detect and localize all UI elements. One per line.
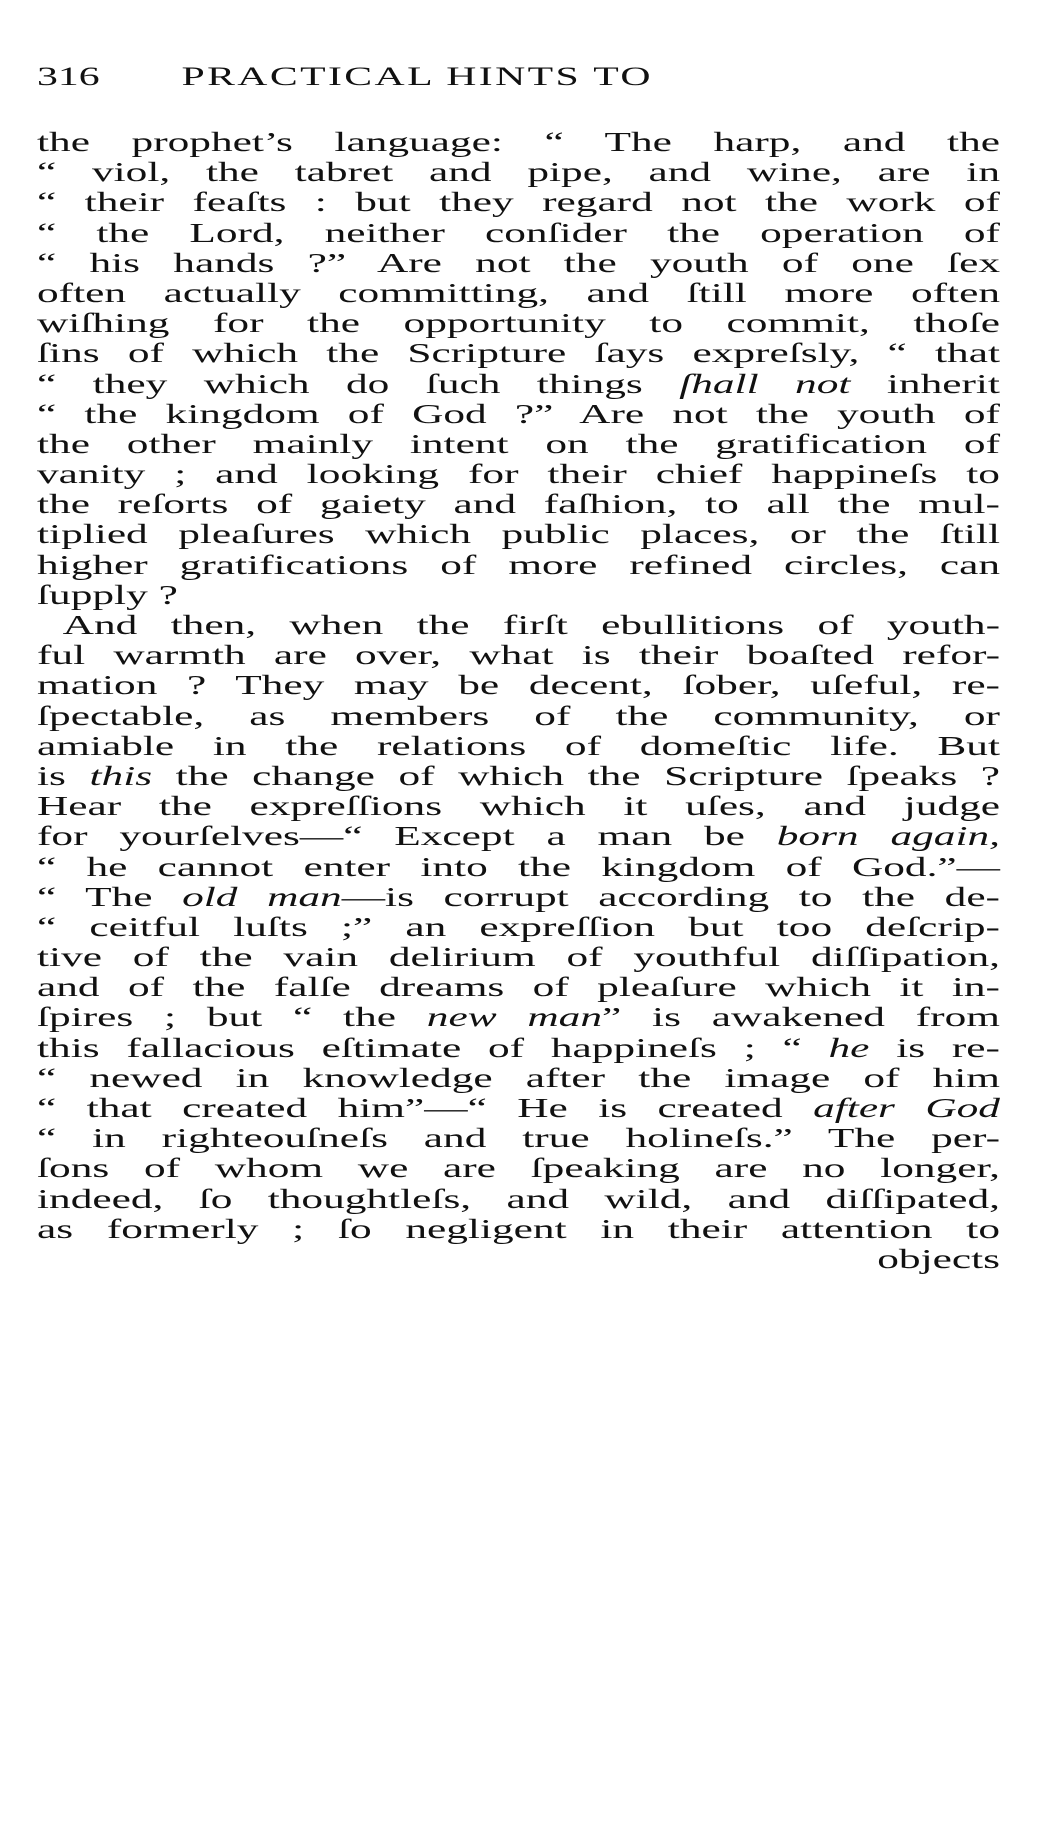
text-line <box>37 1184 1000 1214</box>
text-line <box>37 278 1000 308</box>
text-segment: “ in righteouſneſs and true holineſs.” The per- <box>37 1123 1000 1154</box>
text-line <box>37 882 1000 912</box>
text-segment: “ his hands ?” Are not the youth of one ſex <box>37 247 1000 278</box>
text-segment: ſons of whom we are ſpeaking are no longer, <box>37 1153 1000 1184</box>
text-line <box>37 821 1000 851</box>
text-line <box>37 640 1000 670</box>
text-segment: “ the Lord, neither conſider the operation of <box>37 217 1000 248</box>
text-line <box>37 972 1000 1002</box>
text-line <box>37 127 1000 157</box>
text-line <box>37 912 1000 942</box>
text-segment: often actually committing, and ſtill more often <box>37 277 1000 308</box>
text-line <box>37 1123 1000 1153</box>
text-line <box>37 1063 1000 1093</box>
text-segment: tive of the vain delirium of youthful diſſipation, <box>37 942 1000 973</box>
text-segment: “ ceitful luſts ;” an expreſſion but too deſcrip- <box>37 911 1000 942</box>
text-segment: And then, when the firſt ebullitions of youth- <box>62 610 1001 640</box>
text-segment: is <box>37 760 90 791</box>
text-line <box>37 731 1000 761</box>
text-segment: amiable in the relations of domeſtic life. But <box>37 730 1000 761</box>
italic-text: old man <box>182 881 342 912</box>
text-segment: ſins of which the Scripture ſays expreſsly, “ that <box>37 338 1000 369</box>
text-segment: the reſorts of gaiety and faſhion, to all the mul- <box>37 489 1000 520</box>
text-segment: as formerly ; ſo negligent in their attention to <box>37 1213 1000 1244</box>
text-segment: ſupply ? <box>37 579 178 610</box>
text-segment: “ newed in knowledge after the image of him <box>37 1062 1000 1093</box>
text-segment: the change of which the Scripture ſpeaks ? <box>152 760 1001 791</box>
text-segment: “ the kingdom of God ?” Are not the youth of <box>37 398 1000 429</box>
text-line <box>37 369 1000 399</box>
text-line <box>37 670 1000 700</box>
running-title: PRACTICAL HINTS TO <box>181 62 653 91</box>
text-segment: “ their feaſts : but they regard not the work of <box>37 187 1000 218</box>
text-line <box>37 459 1000 489</box>
text-segment: objects <box>877 1243 1000 1274</box>
text-segment: tiplied pleaſures which public places, or the ſtill <box>37 519 1000 550</box>
text-line <box>37 610 1000 640</box>
text-segment: the other mainly intent on the gratification of <box>37 428 1000 459</box>
text-line <box>37 852 1000 882</box>
text-segment: “ The <box>37 881 183 912</box>
text-line <box>37 701 1000 731</box>
text-line <box>37 1033 1000 1063</box>
text-line <box>37 1153 1000 1183</box>
text-segment: ſpires ; but “ the <box>37 1002 427 1033</box>
text-line <box>37 761 1000 791</box>
text-line <box>37 1214 1000 1244</box>
text-line <box>37 248 1000 278</box>
text-segment: Hear the expreſſions which it uſes, and judge <box>37 791 1000 822</box>
text-segment: —is corrupt according to the de- <box>341 881 1000 912</box>
text-segment: and of the falſe dreams of pleaſure which it in- <box>37 972 1000 1003</box>
italic-text: born again, <box>776 821 1000 852</box>
body-text <box>37 127 1000 1274</box>
text-segment: “ viol, the tabret and pipe, and wine, are in <box>37 157 1000 188</box>
text-line <box>37 550 1000 580</box>
catchword <box>37 1244 1000 1274</box>
text-segment: “ he cannot enter into the kingdom of God.”— <box>37 851 1000 882</box>
text-line <box>37 338 1000 368</box>
text-segment: indeed, ſo thoughtleſs, and wild, and diſſipated, <box>37 1183 1000 1214</box>
text-segment: wiſhing for the opportunity to commit, thoſe <box>37 308 1000 339</box>
text-segment: ſpectable, as members of the community, or <box>37 700 1000 731</box>
page-header <box>37 62 1000 96</box>
text-line <box>37 218 1000 248</box>
text-segment: for yourſelves—“ Except a man be <box>37 821 777 852</box>
page-number: 316 <box>37 62 100 91</box>
text-segment: ” is awakened from <box>602 1002 1000 1033</box>
text-line <box>37 519 1000 549</box>
text-line <box>37 308 1000 338</box>
text-segment: this fallacious eſtimate of happineſs ; “ <box>37 1032 829 1063</box>
text-segment: is re- <box>869 1032 1000 1063</box>
text-line <box>37 429 1000 459</box>
text-segment: mation ? They may be decent, ſober, uſeful, re- <box>37 670 1000 701</box>
text-segment: vanity ; and looking for their chief happineſs to <box>37 459 1000 490</box>
text-segment: “ they which do ſuch things <box>37 368 680 399</box>
text-line <box>37 942 1000 972</box>
text-line <box>37 580 1000 610</box>
text-segment: the prophet’s language: “ The harp, and the <box>37 127 1000 157</box>
text-line <box>37 157 1000 187</box>
italic-text: ſhall not <box>679 368 851 399</box>
text-line <box>37 1002 1000 1032</box>
text-line <box>37 1093 1000 1123</box>
italic-text: after God <box>813 1093 1000 1123</box>
italic-text: new man <box>426 1002 603 1033</box>
text-line <box>37 791 1000 821</box>
text-segment: higher gratifications of more refined circles, can <box>37 549 1000 580</box>
text-segment: ful warmth are over, what is their boaſted refor- <box>37 640 1000 671</box>
text-line <box>37 489 1000 519</box>
text-line <box>37 399 1000 429</box>
italic-text: he <box>828 1032 870 1063</box>
text-segment: inherit <box>850 368 1000 399</box>
text-segment: “ that created him”—“ He is created <box>37 1093 814 1123</box>
italic-text: this <box>89 760 153 791</box>
text-line <box>37 187 1000 217</box>
